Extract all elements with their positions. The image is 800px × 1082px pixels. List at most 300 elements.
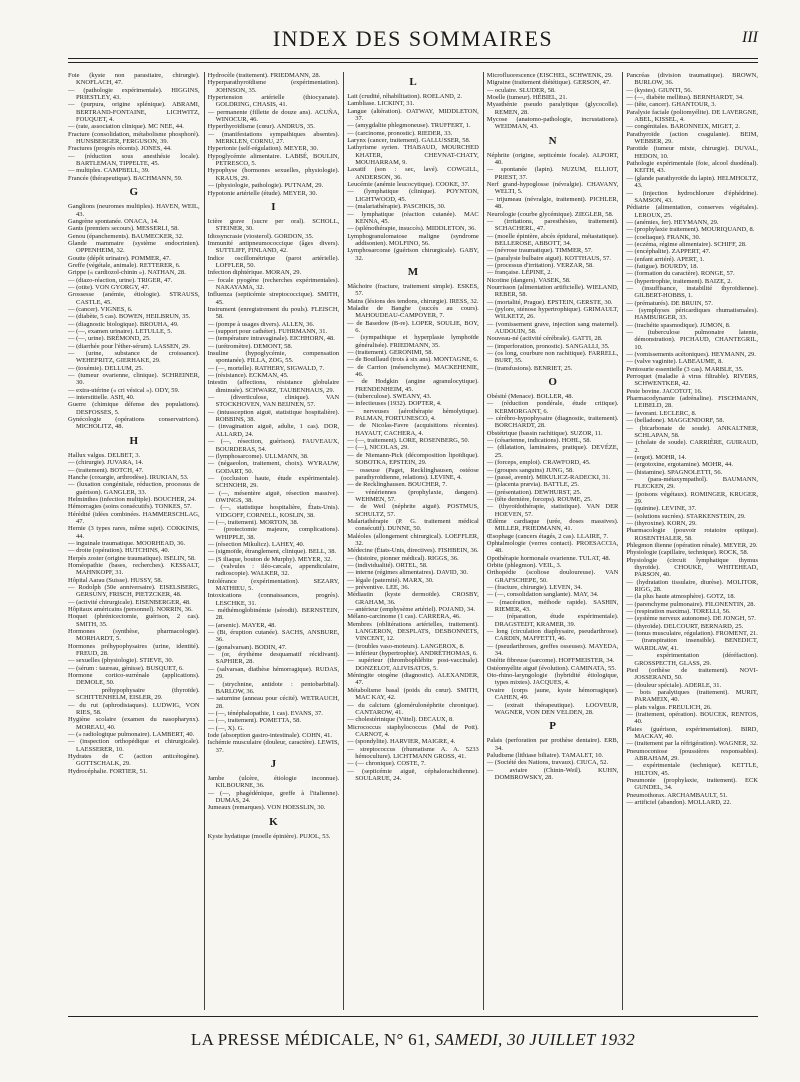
index-entry: Gynécologie (opérations conservatrices). MICHOLITZ, 48. (68, 416, 200, 431)
index-entry: Obésité (Menace). BOLLER, 48. (486, 393, 574, 401)
index-entry: — supérieur (thrombophlébite post-vaccinale). DONZELOT, ALIVISATOS, 5. (347, 657, 479, 672)
index-entry: — (mortalité, Prague). EPSTEIN, GERSTE, 30. (486, 298, 613, 306)
index-entry: Langue (altération). OATWAY, MIDDLETON, 37. (347, 107, 479, 123)
index-entry: Pied (orthèse de traitement). NOVI-JOSSERAND, 50. (626, 666, 758, 682)
index-entry: Foie (kyste non parasitaire, chirurgie). KNOFLACH, 47. (68, 72, 200, 87)
index-entry: — saturnine (anneau pour cécité). WETRAUCH, 28. (207, 695, 340, 710)
index-entry: Moelle (tumeur). HÉBIEL, 21. (486, 94, 568, 102)
index-entry: — (—), NICOLAS, 29. (347, 444, 409, 452)
footer-day: SAMEDI, (434, 1030, 503, 1049)
index-entry: — (Société des Nations, travaux). CIUCA, 52. (486, 759, 609, 767)
footer-rule (68, 1016, 758, 1017)
index-entry: Hydrocèle (traitement). FRIEDMANN, 28. (207, 72, 321, 79)
index-entry: — (traitement). GERONIMI, 58. (347, 349, 434, 356)
index-entry: Hôpital Aarau (Suisse). HUSSY, 58. (68, 576, 163, 584)
index-entry: Pneumothorax. ARCHAMBAULT, 51. (626, 791, 728, 799)
index-entry: — (urétromètre). DEMONT, 58. (207, 342, 293, 350)
index-entry: Hoquet (phrénicectomie, guérison, 2 cas). SMITH, 35. (68, 613, 200, 628)
index-entry: — (irritations, paresthésies, traitement). SCHACHERL, 47. (486, 217, 619, 233)
index-entry: Hormones préhypophysaires (urine, identité). FREUD, 28. (68, 642, 200, 658)
index-entry: — streptococcus (rhumatisme A. A. 5233 hémoculture). LICHTMANN GROSS, 41. (347, 745, 479, 760)
index-entry: — vénériennes (prophylaxie, dangers). WEHMEN, 57. (347, 488, 479, 503)
index-entry: Lambliase. LICKINT, 31. (347, 100, 415, 108)
section-letter: P (549, 720, 556, 733)
index-entry: — (—, examen urinaire). LETULLE, 5. (68, 328, 173, 335)
index-entry: Goutte (dépôt urinaire). POMMER, 47. (68, 254, 171, 262)
index-entry: Mâchoire (fracture, traitement simple). ESKES, 57. (347, 282, 479, 298)
section-letter: M (407, 265, 419, 278)
index-entry: — (tête, cancer). GHANTOUR, 3. (626, 101, 717, 109)
index-entry: Lymphogranulomatose maligne (syndrome addisonien). MOLFINO, 56. (347, 232, 479, 247)
index-entry: — aviaire (Chinin-Weil). KUHN, DOMBROWSKY, 28. (486, 766, 619, 781)
index-entry: Opothérapie hormonale ovarienne. TULAT, 48. (486, 554, 611, 562)
index-entry: Physiologie (capillaire, technique). ROCK, 58. (626, 549, 749, 557)
index-entry: — (quinine). LEVINE, 37. (626, 505, 697, 513)
index-entry: Nouveau-né (activité cérébrale). GATTI, 28. (486, 335, 603, 343)
index-entry: — cholestérinique (Vittel). DECAUX, 8. (347, 716, 454, 724)
index-entry: — multiples. CAMPBELL, 39. (68, 167, 150, 175)
index-entry: — (purpura, origine splénique). ABRAMI, BERTRAND-FONTAINE, LICHWITZ, FOUQUET, 4. (68, 101, 200, 124)
section-letter: I (271, 200, 276, 213)
index-entry: Métabolisme basal (poids du cœur). SMITH, MAC KAY, 42. (347, 686, 479, 702)
index-entry: Peste bovine. JACOTOT, 16. (626, 387, 703, 395)
index-entry: — expérimentale (technique). KETTLE, HILTON, 45. (626, 762, 758, 777)
section-letter: O (548, 376, 557, 389)
index-entry: — (diverticulose, clinique). VAN STOCKHOVEN, VAN BEIJNEN, 57. (207, 394, 340, 409)
index-entry: — (tonus musculaire, régulation). FROMENT, 21. (626, 630, 758, 638)
index-entry: — (hydratation tissulaire, diurèse). MOLITOR, RIGG, 28. (626, 578, 758, 594)
index-entry: — lymphatique (réaction cutanée). MAC KENNA, 45. (347, 210, 479, 225)
index-entry: — (sérum : taureau, génisse). BUSQUET, 6. (68, 664, 184, 672)
index-entry: Hypotonie artérielle (étude). MEYER, 30. (207, 189, 318, 197)
index-entry: Helminthes (infection multiple). BOUCHER, 24. (68, 495, 196, 503)
index-entry: — (enfant arriéré). APERT, 1. (626, 255, 705, 263)
index-entry: Myasthénie pseudo paralytique (glycocolle). REMEN, 28. (486, 101, 619, 116)
index-entry: — (tuberculose). SWEANY, 43. (347, 393, 432, 401)
index-entry: Hernie (3 types rares, même sujet). COKKINIS, 44. (68, 525, 200, 540)
index-entry: Lymphosarcome (guérison chirurgicale). GABY, 32. (347, 247, 479, 262)
index-entry: Pneumonie (prophylaxie, traitement). ECK GUNDEL, 34. (626, 777, 758, 792)
index-column-4 (487, 72, 619, 1010)
index-entry: — (encéphalite). ZAPPERT, 47. (626, 248, 711, 256)
index-entry: — (—, consolidation sanglante). MAY, 34. (486, 591, 599, 599)
index-entry: — (occlusion haute, étude expérimentale). SCHNOHR, 29. (207, 474, 340, 490)
index-entry: — (—, mortelle). RATHERY, SIGWALD, 7. (207, 364, 325, 372)
index-entry: — (pompe à usages divers). ALLEN, 36. (207, 320, 315, 328)
index-entry: Pneumoconiose (poussières responsables). ABRAHAM, 29. (626, 747, 758, 762)
index-entry: Insuline (hypoglycémie, compensation spontanée). FILLA, ZOG, 55. (207, 350, 340, 365)
index-entry: Maladie de Banghe (succès au cours). MAHOUDEAU-CAMPOYER, 7. (347, 304, 479, 320)
index-entry: — sexuelles (physiologie). STIEVE, 30. (68, 657, 174, 665)
index-entry: Ovaire (corps jaune, kyste hémorragique). CAHEN, 49. (486, 686, 619, 702)
index-entry: — Rodolph (50e anniversaire). EISELSBERG, GERSUNY, FRISCH, PIETZCKER, 48. (68, 584, 200, 599)
index-entry: — (intussception aiguë, statistique hospitalière). ROBBINS, 38. (207, 408, 340, 424)
index-entry: Ophtalmologie (verres contact). PROESACCIA, 48. (486, 539, 619, 555)
index-entry: Parotide (tumeur mixte, chirurgie). DUVAL, HEDON, 10. (626, 145, 758, 160)
index-entry: Jumeaux (remarques). VON HOESSLIN, 30. (207, 804, 326, 812)
index-entry: Intestin (affections, résistance globulaire diminuée). SCHWARZ, TAUBENHAUS, 29. (207, 379, 340, 394)
index-entry: — (spondylite). HARVIER, MAIGRE, 4. (347, 738, 456, 746)
index-entry: — inférieur (hypertrophie). ANDRÉTHOMAS, 6. (347, 650, 478, 658)
index-entry: — (manifestations sympathiques absentes). MERKLEN, CORNU, 27. (207, 130, 340, 146)
index-entry: Paralysie faciale (poliomyélite). DE LAVERGNE, ABEL, KISSEL, 4. (626, 108, 758, 124)
index-entry: — spontanée (lapin). NUZUM, ELLIOT, PRIEST, 37. (486, 166, 619, 181)
index-entry: Palais (perforation par prothèse dentaire). ERB, 34. (486, 737, 619, 752)
index-entry: — (coeliaque). FRANK, 30. (626, 233, 701, 241)
index-entry: — trijumeau (névralgie, traitement). PICHLER, 48. (486, 195, 619, 211)
index-entry: — de Bouillaud (trois à six ans). MONTAGNE, 6. (347, 356, 479, 364)
index-entry: — (—, traitement). MORTON, 38. (207, 518, 299, 526)
index-entry: Gants (premiers secours). MESSERLI, 58. (68, 225, 180, 233)
index-entry: — (paralysie bulbaire aiguë). KOTTHAUS, 57. (486, 254, 611, 262)
index-entry: — (imperforation, pronostic). SANGALLI, 35. (486, 342, 610, 350)
index-entry: — (lymphosarcome). ULLMANN, 38. (207, 452, 309, 460)
header-rule (68, 58, 758, 59)
index-entry: — (valvules : iléo-cæcale, appendiculaire, radioscopie). WALKER, 32. (207, 563, 340, 578)
page-number: III (742, 29, 758, 46)
index-entry: Homéopathie (bases, recherches). KESSALT, MAHNKOPF, 31. (68, 561, 200, 577)
index-entry: — antérieur (emphysème artériel). POJAND, 34. (347, 606, 475, 614)
index-entry: Orbite (phlegmon). VEIL, 3. (486, 561, 562, 569)
index-entry: Hydrocéphalie. FORTIER, 51. (68, 767, 148, 775)
index-entry: Hydrates de C (action anticétogène). GOTTSCHALK, 29. (68, 752, 200, 768)
index-entry: — (vomissements acétoniques). HEYMANN, 29. (626, 351, 756, 359)
index-entry: — (douleur spéciale). ADERLE, 31. (626, 681, 722, 689)
index-entry: Iode (absorption gastro-intestinale). COHN, 41. (207, 731, 332, 739)
index-entry: — (transpiration insensible). BENEDICT, WARDLAW, 41. (626, 637, 758, 652)
index-entry: Leucémie (anémie leucocytique). COOKE, 37. (347, 181, 470, 189)
index-entry: — de Basedow (B-re). LOPER, SOULIE, BOY, 6. (347, 319, 479, 334)
section-letter: N (548, 134, 557, 147)
index-entry: — oculaire. SLUDER, 58. (486, 86, 556, 94)
index-entry: Instrument (enregistrement du pouls). FLEISCH, 58. (207, 305, 340, 321)
index-entry: Médiastin (kyste dermoïde). CROSBY, GRAHAM, 36. (347, 591, 479, 606)
index-entry: — (processus d'irritation). VERZAR, 58. (486, 261, 594, 269)
index-entry: — (fatigue). BOURDY, 18. (626, 262, 699, 270)
index-entry: Idiosyncrasie (viosterol). GORDON, 35. (207, 232, 314, 240)
index-entry: — de Hodgkin (angine agranulocytique). FRENDENHEIM, 45. (347, 378, 479, 393)
index-entry: — extra-utérine (« cri vésical »). ODY, 59. (68, 386, 180, 394)
index-entry: — (urine, substance de croissance). WEHEFRITZ, GIERHAKE, 29. (68, 350, 200, 365)
index-entry: — (symphyses péricardiques rhumatismales). HAMBURGER, 33. (626, 307, 758, 322)
index-entry: — (—, mésentère aiguë, résection massive). OWINGS, 38. (207, 489, 340, 504)
index-entry: — (Bi, éruption cutanée). SACHS, ANSBURE, 36. (207, 629, 340, 644)
index-entry: — (thyroïde). DELCOURT, BERNARD, 25. (626, 622, 744, 630)
index-entry: — (groupes sanguins) JUNG, 58. (486, 466, 574, 474)
index-entry: Perroquet (maladie à virus filtrable). RIVERS, SCHWENTKER, 42. (626, 373, 758, 388)
index-entry: — (—, statistique hospitalière, États-Unis). VIDGOFF, CORNELL, KOSLIN, 38. (207, 504, 340, 519)
index-entry: Hormones (synthèse, pharmacologie). MORHARDT, 5. (68, 628, 200, 643)
index-entry: — (pathologie expérimentale). HIGGINS, PRIESTLEY, 43. (68, 86, 200, 102)
index-entry: Fracture (consolidation, métabolisme phosphoré). HUNSBERGER, FERGUSON, 39. (68, 130, 200, 146)
index-entry: — (anémies, fer). HEYMANN, 29. (626, 218, 719, 226)
index-entry: — (bicarbonate de soude). ANKALTNER, SCHLAPAN, 58. (626, 424, 758, 439)
index-entry: — (support pour cathéter). FUHRMANN, 31. (207, 328, 328, 335)
index-entry: Hallux valgus. DELBET, 3. (68, 451, 141, 459)
section-letter: L (409, 76, 417, 88)
index-entry: — permanente (fillette de douze ans). ACUÑA, WINOCUR, 46. (207, 108, 340, 124)
index-entry: — (dilatation, laminaires, pratique). DEVÉZE, 25. (486, 444, 619, 459)
index-entry: Maléoles (allongement chirurgical). LOEFFLER, 32. (347, 532, 479, 547)
section-letter: K (269, 815, 278, 828)
index-entry: — plats valgus. FREULICH, 26. (626, 703, 712, 711)
index-entry: — (formation du caractère). RONGE, 57. (626, 270, 735, 278)
index-entry: — osseuse (Paget, Recklinghausen, ostéose parathyroïdienne, relations). LEVINE, 4. (347, 466, 479, 481)
index-entry: — (invagination aiguë, adulte, 1 cas). DOR, ALLARD, 24. (207, 423, 340, 438)
index-entry: — (arsenic). MAYER, 48. (207, 621, 276, 629)
index-entry: Glande mammaire (système endocrinien). OPPENHEIM, 32. (68, 239, 200, 255)
index-entry: — congénitales. BARONNEIX, MIGET, 2. (626, 123, 741, 131)
index-entry: — (S iliaque, bouton de Murphy). MEYER, 32. (207, 555, 332, 563)
index-entry: Ostéite fibreuse (sarcome). HOFFMEISTER, 34. (486, 657, 615, 665)
index-entry: — de Nicolas-Favre (acquisitions récentes). HAYAUT, CACHERA, 4. (347, 422, 479, 437)
index-entry: — (physiologie, pathologie). PUTNAM, 29. (207, 182, 324, 190)
index-entry: — (toxémie). DELLUM, 25. (68, 364, 144, 372)
index-entry: — (protectomie majeure, complications). WHIPPLE, 38. (207, 526, 340, 541)
index-entry: — (troubles vaso-moteurs). LANGEROX, 8. (347, 642, 465, 650)
index-entry: — (négaeolon, traitement, choix). WYRAUW, GODART, 50. (207, 460, 340, 475)
index-entry: Hôpitaux américains (personnel). NORRIN, 36. (68, 606, 193, 614)
index-entry: — (—, traitement). LORE, ROSENBERG, 50. (347, 437, 470, 445)
index-entry: — de Weil (néphrite aiguë). POSTMUS, SCHULTZ, 57. (347, 503, 479, 518)
section-letter: J (270, 757, 277, 770)
index-entry: — (—, X). G. (207, 724, 245, 732)
index-entry: — favorant. LECLERC, 8. (626, 409, 697, 417)
index-entry: Nourrisson (alimentation artificielle). WIELAND, REBER, 58. (486, 283, 619, 299)
index-entry: Mycose (anatomo-pathologie, incrustations). WEIDMAN, 43. (486, 116, 619, 131)
index-entry: — (tête dernière, forceps). ROUME, 25. (486, 495, 593, 503)
index-entry: — (moelle épinière, abcès épidural, métastatique). BELLEROSE, ABBOTT, 34. (486, 232, 619, 247)
index-entry: — (forceps, emploi). CRAWFORD, 45. (486, 459, 591, 467)
index-entry: Œsophage (cancers étagés, 2 cas). LLAIRE, 7. (486, 532, 609, 540)
index-column-3 (347, 72, 479, 1010)
index-entry: — légale (paternité). MARX, 30. (347, 576, 434, 584)
index-entry: — (traitement). BOTCH, 47. (68, 466, 144, 474)
index-entry: — (cholate de soude). CARRIÈRE, GUIRAUD, 2. (626, 439, 758, 454)
index-entry: — (belladone). MAGGENDORF, 58. (626, 417, 725, 425)
index-entry: Herpès zoster (origine traumatique). ISELIN, 58. (68, 554, 196, 562)
index-entry: Néphrite (origine, septicémie focale). ALPORT, 40. (486, 151, 619, 167)
index-entry: — (prophylaxie traitement). MOURIQUAND, 8. (626, 226, 755, 234)
index-entry: — (histoire, pionner médical). RIGGS, 36. (347, 554, 459, 562)
index-entry: — préhypophysaire (thyroïde). SCHITTENHELM, EISLER, 29. (68, 686, 200, 702)
index-entry: — (sigmoïde, étranglement, clinique). BELL, 38. (207, 548, 337, 556)
index-entry: Kyste hydatique (moelle épinière). PUJOL, 53. (207, 832, 331, 840)
index-entry: — (—, résection, guérison). FAUVEAUX, BOURDERAS, 54. (207, 438, 340, 453)
index-entry: — artificiel (abandon). MOLLARD, 22. (626, 799, 732, 807)
index-entry: Immunité antipneumococcique (âges divers). SUTTLIFF, FINLAND, 42. (207, 239, 340, 255)
index-entry: — (réparation, étude expérimentale). DRAGSTEDT, KRAMER, 39. (486, 613, 619, 628)
index-entry: Physiologie (circuit lymphatique thymus thyroïde). CHOUKE, WHITEHEAD, PARSON, 40. (626, 556, 758, 579)
footer-date: 30 JUILLET 1932 (507, 1030, 636, 1049)
index-entry: Neurologie (courbe glycémique). ZIEGLER, 58. (486, 210, 614, 218)
index-entry: — (prématurés). DE BRUIN, 57. (626, 299, 713, 307)
index-entry: — de Niemann-Pick (décomposition lipoïdique). SOBOTKA, EPSTEIN, 29. (347, 451, 479, 467)
index-entry: — (système nerveux autonome). DE JONGH, 57. (626, 615, 756, 623)
index-entry: Pathologie expérimentale (foie, alcool duodénal). KEITH, 43. (626, 160, 758, 175)
index-entry: Grossesse (anémie, étiologie). STRAUSS, CASTLE, 45. (68, 291, 200, 306)
index-entry: — long (circulation diaphysaire, pseudarthrose). CARDIN, MAFFETTI, 46. (486, 628, 619, 643)
index-entry: — droite (opération). HUTCHINS, 40. (68, 547, 170, 555)
index-entry: — (thyroïdothérapie, statistique). VAN DER HOEVEN, 57. (486, 503, 619, 518)
index-entry: — (tuberculose pulmonaire latente, démonstration). PICHAUD, CHANTEGRIL, 10. (626, 329, 758, 351)
index-entry: — (strychnine, antidote : pentobarbital). BARLOW, 36. (207, 680, 340, 695)
index-entry: Gangrène spontanée. ONACA, 14. (68, 217, 159, 225)
index-entry: — du calcium (glomérulonéphrite chronique). CANTAROW, 41. (347, 701, 479, 716)
index-entry: — (—, diabète mellitus). BERNHARDT, 34. (626, 94, 744, 102)
column-divider (204, 72, 205, 1010)
index-entry: Genou (épanchements). BAUMECKER, 32. (68, 232, 184, 240)
index-entry: Membres (oblitérations artérielles, traitement). LANGERON, DESPLATS, DESBONNETS, VINCENT, 12. (347, 620, 479, 643)
index-entry: — (réduction pondérale, étude critique). KERMORGANT, 6. (486, 400, 619, 415)
index-entry: — (césarienne, indications). HOHL, 58. (486, 437, 592, 445)
index-entry: — (sympathique et hyperplasie lymphoïde généralisée). FRIEDMANN, 35. (347, 334, 479, 349)
index-entry: — de Recklinghausen. BOUCHER, 7. (347, 481, 448, 489)
index-entry: Hypoglycémie alimentaire. LABBÉ, BOULIN, PETRESCO, 5. (207, 152, 340, 168)
index-entry: — (valve vaginite). LABEAUME, 8. (626, 358, 723, 366)
index-entry: — inguinale traumatique. MOORHEAD, 36. (68, 539, 186, 547)
page-title: INDEX DES SOMMAIRES (272, 26, 554, 51)
index-entry: — du rut (aphrodisiaques). LUDWIG, VON RIES, 58. (68, 701, 200, 716)
index-entry: Pédiatrie (alimentation, conserves végétales). LEROUX, 25. (626, 204, 758, 219)
index-entry: — (vomissement grave, injection sang maternel). AUDOUIN, 58. (486, 320, 619, 335)
index-entry: — (chirurgie). JUVARA, 14. (68, 459, 144, 467)
index-entry: Hyperthyroïdisme (cœur). ANDRUS, 35. (207, 123, 315, 131)
index-entry: Laxatif (son : sec, lavé). COWGILL, ANDERSON, 36. (347, 166, 479, 181)
index-entry: Francée (thérapeutique). BACHMANN, 59. (68, 174, 183, 182)
index-entry: Ischémie musculaire (douleur, caractère). LEWIS, 37. (207, 739, 340, 754)
index-entry: Intoxications (connaissances, progrès). LESCHKE, 31. (207, 592, 340, 607)
index-entry: Ostéomyélite aiguë (évolution). CAMINATA, 55. (486, 664, 617, 672)
index-entry: — (diagnostic biologique). BROUHA, 49. (68, 320, 179, 328)
index-entry: Hérédité (idées combinées. HAMMERSCHLAG, 47. (68, 510, 200, 525)
section-letter: H (129, 434, 139, 447)
index-entry: — (résistance). ECKMAN, 45. (207, 372, 289, 380)
index-entry: — infectieuses (1932). DOPTER, 4. (347, 400, 442, 408)
index-entry: Pharmacodynamie (adrénaline). FISCHMANN, LEIBELD, 28. (626, 395, 758, 410)
index-entry: — (malariathérapie). PASCHKIS, 30. (347, 203, 446, 211)
index-entry: — (septicémie aiguë, céphalorachidienne). SOULARUE, 24. (347, 767, 479, 782)
index-entry: — (« radiologique pulmonaire). LAMBERT, 40. (68, 730, 195, 738)
index-entry: Obstétrique (bassin rachitique). SUZOR, 11. (486, 429, 603, 437)
index-entry: — de Carrion (mésenchyme). MACKEHENIE, 46. (347, 363, 479, 379)
index-entry: — (injection hydrochlorure d'éphédrine). SAMSON, 43. (626, 189, 758, 204)
index-entry: Parathyroïde (action coagulante). BEIM, WEBBER, 29. (626, 130, 758, 146)
index-entry: — (traitement, opération). BOUCEK, RENTOS, 40. (626, 710, 758, 726)
index-entry: Hanche (coxargie, arthrodèse). IRUKIAN, 53. (68, 473, 189, 481)
index-entry: — (rate, association clinique). MC NEE, 44. (68, 123, 184, 131)
index-entry: — (cancer). VIGNES, 6. (68, 305, 133, 313)
index-entry: Micrococcus staphylococcus (Mal de Pott). CARNOT, 4. (347, 723, 479, 738)
index-entry: Pancréas (division traumatique). BROWN, BURLOW, 36. (626, 72, 758, 87)
index-entry: Hyperparathyroïdisme (expérimentation). JOHNSON, 35. (207, 79, 340, 94)
index-entry: — (carcinome, pronostic). RIEDER, 33. (347, 129, 453, 137)
index-entry: Grippe (« cardiozol-chinin »). NATHAN, 28. (68, 269, 186, 277)
index-entry: Hypophyse (hormones sexuelles, physiologie). KRAUS, 29. (207, 167, 340, 182)
index-entry: — (kystes). GIUNTI, 56. (626, 86, 693, 94)
index-entry: — (solutions sucrées). STARKENSTEIN, 29. (626, 512, 746, 520)
index-entry: — (diabète, 5 cas). BOWEN, HEILBRUN, 35. (68, 313, 191, 321)
index-entry: Lathyrisme syrien. THABAUD, MOURCHED KHATER, CHEVNAT-CHATY, MOUHARRAM, 9. (347, 144, 479, 167)
index-entry: Influenza (septicémie streptococcique). SMITH, 45. (207, 291, 340, 306)
index-entry: — (insuffisance, instabilité thyroïdienne). GILBERT-HOBBS, 1. (626, 284, 758, 300)
index-entry: — (inspection orthopédique et chirurgicale). LAESSERER, 10. (68, 738, 200, 753)
index-entry: — (eczéma, régime alimentaire). SCHIFF, 28. (626, 240, 747, 248)
index-entry: Lait (crudité, réhabilitation). ROELAND, 2. (347, 93, 462, 100)
index-entry: Malariathérapie (P. G. traitement médical consécutif). DUNNE, 50. (347, 517, 479, 533)
index-entry: — préventive. LEE, 36. (347, 584, 410, 591)
index-entry: Mains (lésions des tendons, chirurgie). IRESS, 32. (347, 297, 479, 305)
index-entry: — (pylore, sténose hypertrophique). GRIMAULT, WILKETZ, 26. (486, 305, 619, 321)
index-entry: — (histamine). SPAGNOLETTI, 56. (626, 468, 723, 476)
index-entry: — (extrait thérapeutique). LOOVEUR, WAGNER, VON DEN VELDEN, 28. (486, 701, 619, 716)
page-footer (68, 1030, 758, 1050)
index-entry: — (—, ténéphalopathie, 1 cas). EVANS, 37. (207, 709, 323, 717)
index-entry: — (splénothérapie, insuccès). MIDDLETON, 36. (347, 225, 476, 233)
index-entry: — interstitielle. ASH, 40. (68, 394, 135, 402)
index-entry: — (transfusions). BENRIET, 25. (486, 364, 573, 372)
index-entry: — (individualité). ORTEL, 58. (347, 561, 428, 569)
index-entry: — (température intravaginale). EICHHORN, 48. (207, 335, 335, 343)
index-entry: — (ergot). MOHR, 14. (626, 453, 687, 461)
index-entry: Microfluorescence (EISCHEL, SCHWENK, 29. (486, 72, 613, 79)
index-entry: — interne (régimes alimentaires). DAVID, 30. (347, 569, 469, 577)
index-entry: — méthémoglobinémie (sérodii). BERNSTEIN, 28. (207, 607, 340, 622)
index-entry: — (macération, méthode rapide). SASHIN, RIEMER, 43. (486, 598, 619, 614)
index-entry: — focale pyogène (recherches expérimentales). NAKAYAMA, 32. (207, 276, 340, 291)
index-entry: — (résection Mikulicz). LAHEY, 40. (207, 540, 305, 548)
index-entry: Guerre (chimique défense des populations). DESFOSSES, 5. (68, 401, 200, 416)
index-entry: Migraine (traitement diététique). GERSON, 47. (486, 79, 611, 87)
index-entry: Médecine (États-Unis, directives). FISHBEIN, 36. (347, 547, 479, 555)
index-entry: Greffe (végétale, animale). RETTERER, 6. (68, 261, 181, 269)
index-columns (68, 72, 758, 1010)
index-entry: — (glande parathyroïde du lapin). HELMHOLTZ, 43. (626, 174, 758, 190)
index-entry: — (gonalvarsan). BODIN, 47. (207, 643, 287, 651)
index-entry: — (diazo-réaction, urine). TRIGER, 47. (68, 276, 173, 284)
index-entry: — (névrose traumatique). TIMMER, 57. (486, 247, 593, 255)
column-divider (483, 72, 484, 1010)
index-entry: — cérébro-hypophysaire (diagnostic, traitement). BORCHARDT, 28. (486, 415, 619, 430)
index-entry: — bots paralytiques (traitement). MURIT, PARAMEIX, 40. (626, 688, 758, 704)
index-entry: — (passé, avenir). MIKULICZ-RADECKI, 31. (486, 473, 611, 481)
index-entry: Nerf grand-hypoglosse (névralgie). CHAVANY, WELTI, 5. (486, 181, 619, 196)
index-entry: — (— chronique). COSTE, 7. (347, 760, 426, 768)
index-entry: Nicotine (dangers). VASEK, 58. (486, 276, 571, 284)
index-entry: — (parenchyme pulmonaire). FILONENTIN, 28. (626, 600, 756, 608)
column-divider (343, 72, 344, 1010)
index-entry: — (réduction sous anesthésie locale). BARTLEMAN, TIPPELTE, 45. (68, 152, 200, 168)
index-entry: — (otite). VON GYORGY, 47. (68, 283, 150, 291)
index-entry: — (fracture, chirurgie). LEVEN, 34. (486, 584, 582, 591)
index-entry: Mélano-carcinome (1 cas). CARRERA, 46. (347, 613, 461, 621)
index-entry: Orthopédie (scoliose douloureuse). VAN GRAFSCHEPE, 50. (486, 569, 619, 584)
index-entry: — (luxation congénitale, réduction, processus de guérison). GANGLER, 33. (68, 481, 200, 496)
index-entry: — (ergotoxine, ergotamine). MOHR, 44. (626, 461, 734, 469)
index-entry: — (amygdalite phlegmoneuse). TRUFFERT, 1. (347, 122, 471, 130)
index-entry: Hémorragies (soins consécutifs). TONKES, 57. (68, 503, 192, 511)
index-entry: — (trachéite spasmodique). JUMON, 8. (626, 321, 731, 329)
page-header (68, 26, 758, 52)
index-entry: Pharmacologie (pouvoir rotatoire optique). ROSENTHALER, 58. (626, 527, 758, 542)
index-column-2 (208, 72, 340, 1010)
index-entry: — (—, urine). BRÉMOND, 25. (68, 335, 151, 343)
index-entry: — expérimentation (déréfaction). GROSSPECTH, GLASS, 29. (626, 652, 758, 667)
index-entry: — (la plus haute atmosphère). GOTZ, 18. (626, 593, 736, 601)
index-entry: — (thyroxine). KORN, 29. (626, 519, 697, 527)
index-entry: Œdème cardiaque (urée, doses massives). MILLER, FRIEDMANN, 41. (486, 517, 619, 533)
index-entry: — (hypertrophie, traitement). BAIZE, 2. (626, 277, 733, 285)
